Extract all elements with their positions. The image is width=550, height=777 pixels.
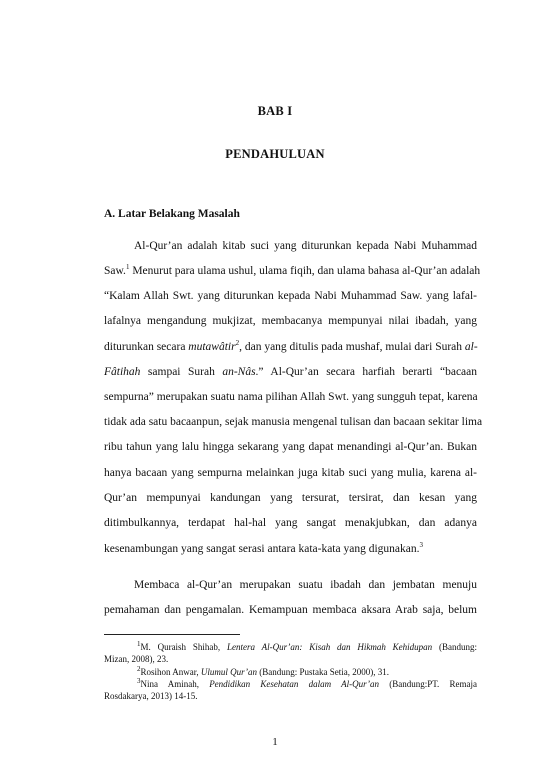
footnote-separator xyxy=(104,634,240,635)
paragraph-line: Qur’an mempunyai kandungan yang tersurat, tersirat, dan kesan yang xyxy=(104,492,477,504)
paragraph-line: Membaca al-Qur’an merupakan suatu ibadah dan jembatan menuju xyxy=(134,579,477,591)
paragraph-line: diturunkan secara mutawâtir$^2$, dan yang ditulis pada mushaf, mulai dari Surah al- xyxy=(104,339,478,353)
chapter-number: BAB I xyxy=(257,104,293,118)
paragraph-line: pemahaman dan pengamalan. Kemampuan membaca aksara Arab saja, belum xyxy=(104,604,477,616)
paragraph-line: tidak ada satu bacaanpun, sejak manusia mengenal tulisan dan bacaan sekitar lima xyxy=(104,416,483,428)
paragraph-line: Saw.$^1$ Menurut para ulama ushul, ulama fiqih, dan ulama bahasa al-Qur’an adalah xyxy=(104,263,481,277)
paragraph-line: “Kalam Allah Swt. yang diturunkan kepada Nabi Muhammad Saw. yang lafal- xyxy=(104,290,477,302)
paragraph-line: Fâtihah sampai Surah an-Nâs.” Al-Qur’an secara harfiah berarti “bacaan xyxy=(104,366,478,378)
footnote-ref[interactable]: 3 xyxy=(419,541,423,550)
footnote-1-continuation: Mizan, 2008), 23. xyxy=(104,654,169,664)
paragraph-line: ribu tahun yang lalu hingga sekarang yang dapat menandingi al-Qur’an. Bukan xyxy=(104,441,477,453)
footnote-3-continuation: Rosdakarya, 2013) 14-15. xyxy=(104,691,198,701)
footnote-3: $^3$Nina Aminah, Pendidikan Kesehatan dalam Al-Qur’an (Bandung:PT. Remaja xyxy=(137,677,478,689)
paragraph-line: lafalnya mengandung mukjizat, membacanya mempunyai nilai ibadah, yang xyxy=(104,315,477,327)
paragraph-line: sempurna” merupakan suatu nama pilihan Allah Swt. yang sungguh tepat, karena xyxy=(104,391,478,403)
section-heading: A. Latar Belakang Masalah xyxy=(104,208,240,220)
paragraph-line: kesenambungan yang sangat serasi antara kata-kata yang digunakan.$^3$ xyxy=(104,541,423,555)
paragraph-line: hanya bacaan yang sempurna melainkan juga kitab suci yang mulia, karena al- xyxy=(104,467,477,479)
footnote-1: $^1$M. Quraish Shihab, Lentera Al-Qur’an: Kisah dan Hikmah Kehidupan (Bandung: xyxy=(137,640,477,652)
footnote-2: $^2$Rosihon Anwar, Ulumul Qur’an (Bandung: Pustaka Setia, 2000), 31. xyxy=(137,665,389,677)
chapter-title: PENDAHULUAN xyxy=(225,147,325,161)
paragraph-line: ditimbulkannya, terdapat hal-hal yang sangat menakjubkan, dan adanya xyxy=(104,517,477,529)
footnote-ref[interactable]: 1 xyxy=(125,263,130,272)
paragraph-line: Al-Qur’an adalah kitab suci yang diturunkan kepada Nabi Muhammad xyxy=(134,240,477,252)
page-number: 1 xyxy=(272,736,278,748)
footnote-ref[interactable]: 2 xyxy=(235,339,240,348)
